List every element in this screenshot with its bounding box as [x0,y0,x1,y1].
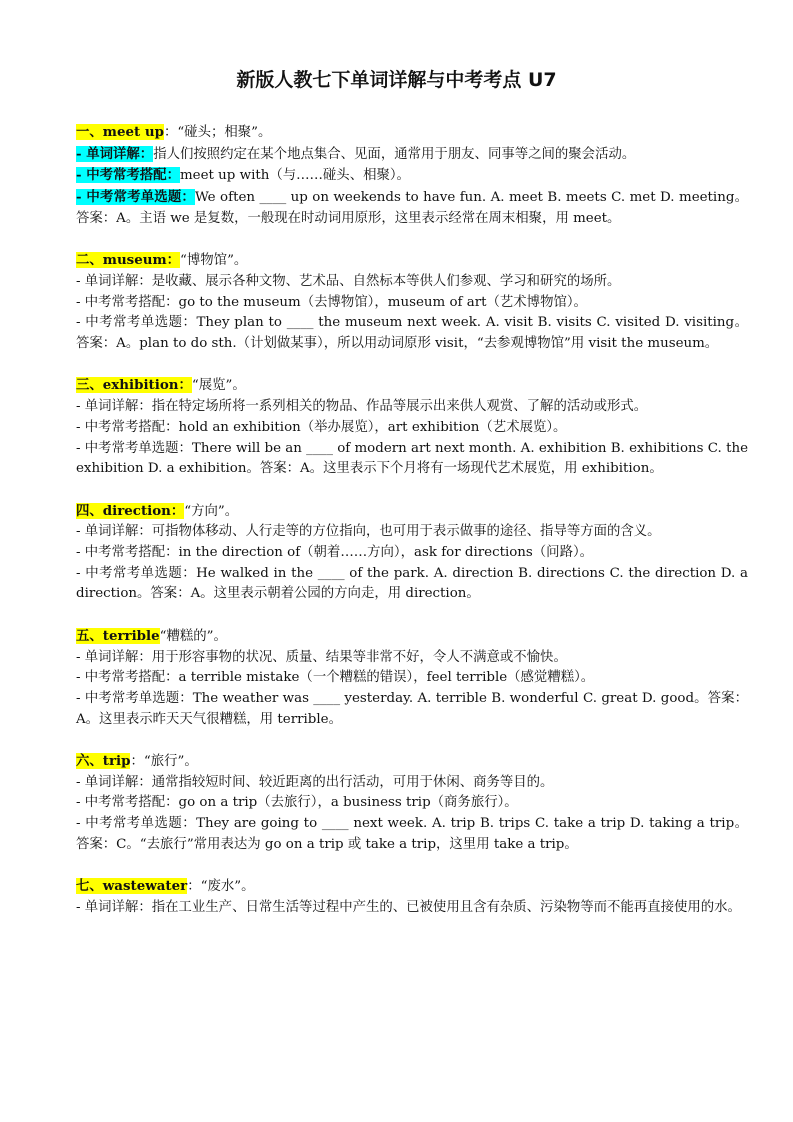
multiple-choice-question [76,814,748,855]
collocation-text: in the direction of（朝着……方向），ask for directions（问路）。 [178,545,594,561]
detail-label: - 单词详解： [76,145,154,162]
entry-heading [76,876,748,898]
entry-meet-up [76,122,748,230]
question-label: - 中考常考单选题： [76,189,196,206]
word-detail [76,648,748,669]
detail-label: - 单词详解： [76,899,152,915]
detail-label: - 单词详解： [76,649,152,665]
question-text: There will be an ____ of modern art next month. A. exhibition B. exhibitions C. the exhibition D. a exhibition。答案：A。这里表示下个月将有一场现代艺术展览，用 exhibition。 [76,440,748,477]
question-text: They are going to ____ next week. A. trip B. trips C. take a trip D. taking a trip。答案：C。“去旅行”常用表达为 go on a trip 或 take a trip，这里用 take a trip。 [76,816,749,852]
question-text: He walked in the ____ of the park. A. direction B. directions C. the direction D. a direction。答案：A。这里表示朝着公园的方向走，用 direction。 [76,565,748,602]
question-text: The weather was ____ yesterday. A. terrible B. wonderful C. great D. good。答案：A。这里表示昨天天气很糟糕，用 terrible。 [76,690,748,727]
word-detail [76,522,748,543]
entry-meaning: “展览”。 [191,378,246,394]
entry-meaning: ：“旅行”。 [130,754,198,770]
document-body [76,122,748,939]
multiple-choice-question [76,439,748,480]
entry-headword: 四、direction： [76,502,185,519]
word-detail [76,898,748,919]
detail-text: 指人们按照约定在某个地点集合、见面，通常用于朋友、同事等之间的聚会活动。 [153,146,636,162]
collocation-text: hold an exhibition（举办展览），art exhibition（艺术展览）。 [178,419,567,435]
collocation [76,165,748,187]
collocation-label: - 中考常考搭配： [76,670,179,686]
entry-meaning: ：“碰头；相聚”。 [163,125,272,140]
collocation-text: go on a trip（去旅行），a business trip（商务旅行）。 [178,795,518,811]
entry-meaning: “方向”。 [184,503,239,519]
entry-headword: 三、exhibition： [76,377,192,394]
question-text: They plan to ____ the museum next week. A. visit B. visits C. visited D. visiting。答案：A。plan to do sth.（计划做某事），所以用动词原形 visit，“去参观博物馆”用 visit the museum。 [76,315,749,352]
entry-museum [76,250,748,355]
entry-wastewater [76,876,748,918]
question-label: - 中考常考单选题： [76,440,192,456]
entry-headword: 五、terrible [76,627,160,644]
entry-heading [76,122,748,144]
detail-text: 是收藏、展示各种文物、艺术品、自然标本等供人们参观、学习和研究的场所。 [151,273,621,289]
collocation-label: - 中考常考搭配： [76,167,180,184]
question-text: We often ____ up on weekends to have fun. A. meet B. meets C. met D. meeting。答案：A。主语 we 是复数，一般现在时动词用原形，这里表示经常在周末相聚，用 meet。 [76,190,748,226]
detail-text: 可指物体移动、人行走等的方位指向，也可用于表示做事的途径、指导等方面的含义。 [151,524,661,540]
collocation [76,293,748,314]
word-detail [76,773,748,794]
entry-heading [76,626,748,648]
entry-exhibition [76,375,748,480]
word-detail [76,272,748,293]
question-label: - 中考常考单选题： [76,315,197,331]
collocation [76,793,748,814]
detail-label: - 单词详解： [76,524,152,540]
detail-label: - 单词详解： [76,399,152,415]
collocation [76,418,748,439]
entry-meaning: “博物馆”。 [180,253,248,269]
detail-label: - 单词详解： [76,774,152,790]
entry-headword: 六、trip [76,753,131,770]
entry-heading [76,375,748,397]
entry-direction [76,501,748,606]
word-detail [76,144,748,166]
collocation-text: go to the museum（去博物馆），museum of art（艺术博物馆）。 [178,294,587,310]
entry-terrible [76,626,748,731]
question-label: - 中考常考单选题： [76,565,197,581]
entry-headword: 二、museum： [76,252,181,269]
entry-headword: 七、wastewater [76,878,188,895]
collocation [76,668,748,689]
collocation-label: - 中考常考搭配： [76,294,179,310]
multiple-choice-question [76,564,748,605]
multiple-choice-question [76,689,748,730]
question-label: - 中考常考单选题： [76,816,197,832]
entry-heading [76,751,748,773]
entry-heading [76,501,748,523]
collocation-text: meet up with（与……碰头、相聚）。 [179,168,410,184]
detail-text: 用于形容事物的状况、质量、结果等非常不好，令人不满意或不愉快。 [151,649,567,665]
question-label: - 中考常考单选题： [76,690,193,706]
multiple-choice-question [76,313,748,354]
word-detail [76,397,748,418]
collocation-label: - 中考常考搭配： [76,419,179,435]
detail-label: - 单词详解： [76,273,152,289]
collocation-label: - 中考常考搭配： [76,795,179,811]
detail-text: 指在特定场所将一系列相关的物品、作品等展示出来供人观赏、了解的活动或形式。 [151,399,648,415]
page-title: 新版人教七下单词详解与中考考点 U7 [236,69,557,91]
entry-headword: 一、meet up [76,124,164,140]
collocation-label: - 中考常考搭配： [76,545,179,561]
collocation-text: a terrible mistake（一个糟糕的错误），feel terrible（感觉糟糕）。 [178,670,595,686]
collocation [76,543,748,564]
entry-meaning: “糟糕的”。 [159,628,227,644]
entry-meaning: ：“废水”。 [187,879,255,895]
detail-text: 指在工业生产、日常生活等过程中产生的、已被使用且含有杂质、污染物等而不能再直接使用的水。 [151,899,741,915]
entry-heading [76,250,748,272]
multiple-choice-question [76,187,748,229]
detail-text: 通常指较短时间、较近距离的出行活动，可用于休闲、商务等目的。 [151,774,554,790]
entry-trip [76,751,748,856]
